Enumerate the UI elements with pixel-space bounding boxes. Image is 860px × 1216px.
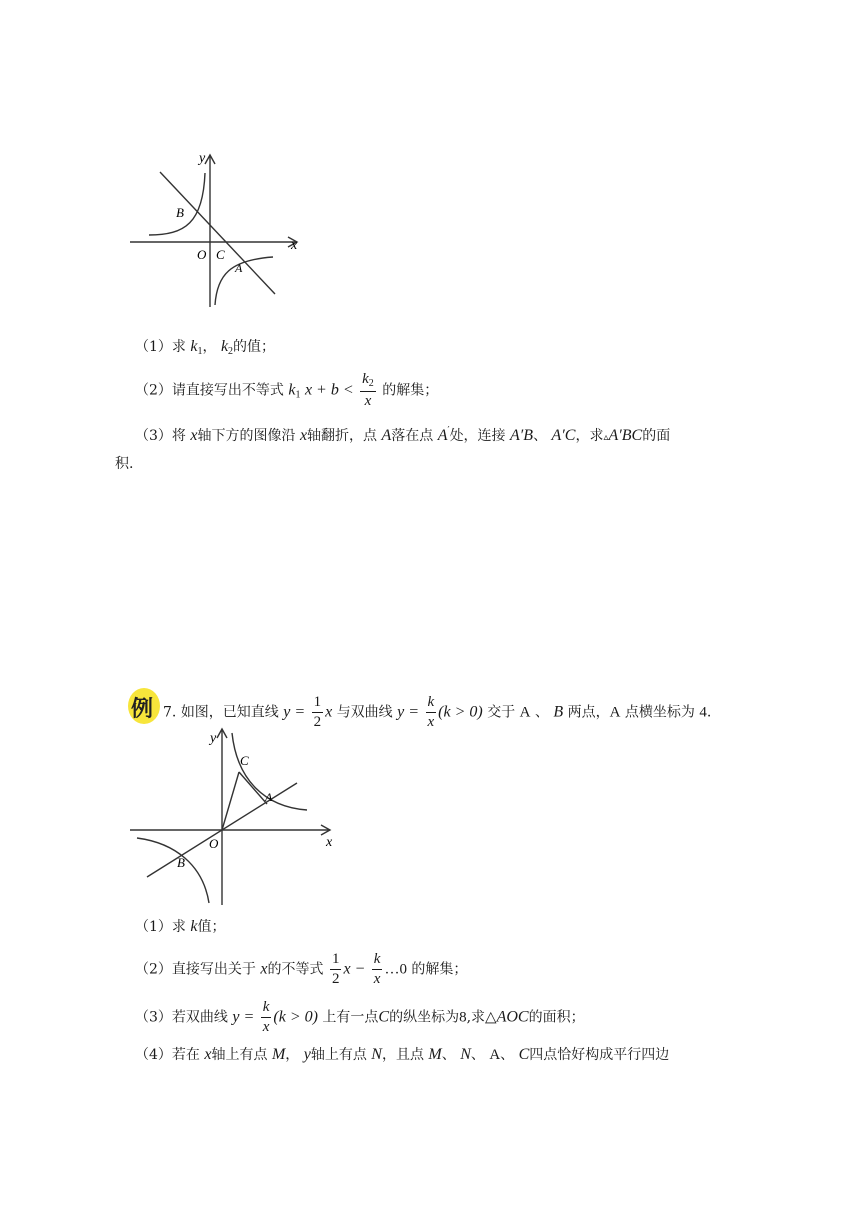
question-1-part-1: （1）求 $k_1$， $k_2$的值； xyxy=(135,338,276,357)
question-1-part-3: （3）将 x轴下方的图像沿 x轴翻折，点 A落在点 A′处，连接 A′B、 A′C，求▵A′BC的面 xyxy=(135,426,671,444)
fraction-k-over-x: $\frac{k}{x}$ xyxy=(427,694,435,730)
fig2-label-B: B xyxy=(177,855,185,870)
example-7-part-3: （3）若双曲线 y = $\frac{k}{x}$ (k > 0) 上有一点C的纵坐标为8,求△AOC的面积； xyxy=(135,999,585,1035)
fraction-one-half: $\frac{1}{2}$ xyxy=(331,951,340,987)
fig2-label-y: y xyxy=(210,731,217,746)
hyperbola-branch-lower-left xyxy=(137,838,209,903)
fraction-k2-over-x: $\frac{k_2}{x}$ xyxy=(362,371,374,409)
fraction-k-over-x: $\frac{k}{x}$ xyxy=(373,951,381,987)
hyperbola-branch-lower-right xyxy=(215,257,273,305)
fig1-label-C: C xyxy=(216,247,225,262)
question-1-part-3-continuation: 积. xyxy=(115,456,134,472)
fraction-one-half: $\frac{1}{2}$ xyxy=(313,694,322,730)
straight-line xyxy=(160,172,275,294)
fig1-label-A: A xyxy=(235,261,243,275)
example-7-intro: 7. 如图，已知直线 y = $\frac{1}{2}$ x 与双曲线 y = $\frac{k}{x}$ (k > 0) 交于 A 、 B 两点，A 点横坐标为 4. xyxy=(163,694,712,730)
fraction-k-over-x: $\frac{k}{x}$ xyxy=(262,999,270,1035)
question-1-part-2: （2）请直接写出不等式 $k_1$ x + b < $\frac{k_2}{x}$ 的解集； xyxy=(135,371,439,409)
hyperbola-branch-upper-left xyxy=(149,173,205,235)
fig2-label-O: O xyxy=(209,836,219,851)
fig2-label-A: A xyxy=(265,790,273,804)
example-7-part-1: （1）求 k值； xyxy=(135,918,226,935)
fig1-label-y: y xyxy=(199,151,206,166)
figure-2-graph xyxy=(125,725,350,910)
example-badge: 例 xyxy=(128,688,160,724)
fig1-label-O: O xyxy=(197,247,207,262)
figure-1-graph xyxy=(125,145,315,315)
example-7-part-4: （4）若在 x轴上有点 M， y轴上有点 N，且点 M、 N、 A、 C四点恰好构成平行四边 xyxy=(135,1046,670,1063)
fig2-label-C: C xyxy=(240,753,249,768)
segment-CA xyxy=(239,772,267,804)
fig2-label-x: x xyxy=(326,835,333,850)
fig1-label-B: B xyxy=(176,205,184,220)
fig1-label-x: x xyxy=(291,238,298,253)
example-7-part-2: （2）直接写出关于 x的不等式 $\frac{1}{2}$ x − $\frac{k}{x}$ …0 的解集； xyxy=(135,951,468,987)
